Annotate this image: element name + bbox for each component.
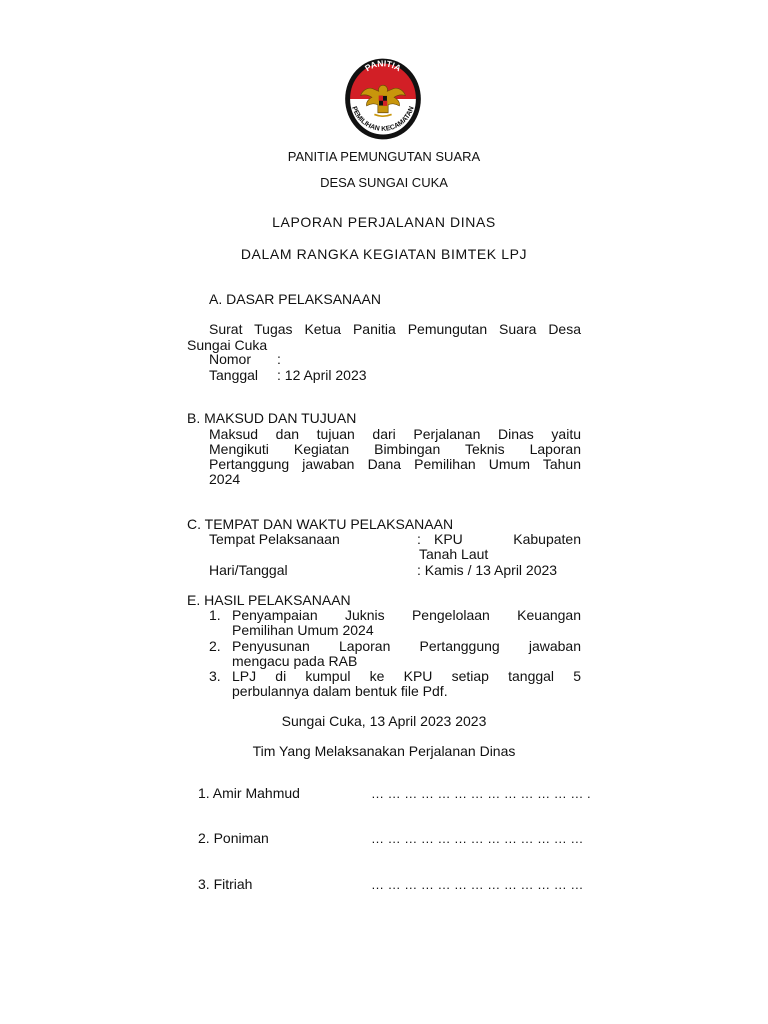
org-name-line1: PANITIA PEMUNGUTAN SUARA: [287, 149, 481, 164]
section-b-line2: Mengikuti Kegiatan Bimbingan Teknis Laporan: [209, 441, 581, 457]
tempat-value-line2: Tanah Laut: [419, 546, 489, 562]
signatory-3-name: 3. Fitriah: [198, 876, 253, 892]
section-b-line3: Pertanggung jawaban Dana Pemilihan Umum Tahun: [209, 456, 581, 472]
section-a-heading: A. DASAR PELAKSANAAN: [209, 291, 381, 307]
result-item-2-number: 2.: [209, 638, 221, 654]
place-and-date: Sungai Cuka, 13 April 2023 2023: [281, 713, 487, 729]
tempat-label: Tempat Pelaksanaan: [209, 531, 340, 547]
result-item-3-line1: LPJ di kumpul ke KPU setiap tanggal 5: [232, 668, 581, 684]
section-a-text-line2: Sungai Cuka: [187, 337, 268, 353]
section-b-line1: Maksud dan tujuan dari Perjalanan Dinas yaitu: [209, 426, 581, 442]
tanggal-label: Tanggal: [209, 367, 259, 383]
section-a-text-line1: Surat Tugas Ketua Panitia Pemungutan Suara Desa: [209, 321, 581, 337]
nomor-value: :: [277, 351, 281, 367]
signature-line-1: … … … … … … … … … … … … … .: [371, 786, 591, 801]
report-title: LAPORAN PERJALANAN DINAS: [272, 214, 496, 230]
ppk-logo-emblem: [340, 56, 426, 142]
section-e-heading: E. HASIL PELAKSANAAN: [187, 592, 351, 608]
signature-line-3: … … … … … … … … … … … … …: [371, 877, 584, 892]
signatory-1-name: 1. Amir Mahmud: [198, 785, 300, 801]
signature-line-2: … … … … … … … … … … … … …: [371, 831, 584, 846]
nomor-label: Nomor: [209, 351, 252, 367]
result-item-1-line1: Penyampaian Juknis Pengelolaan Keuangan: [232, 607, 581, 623]
hari-tanggal-label: Hari/Tanggal: [209, 562, 288, 578]
org-name-line2: DESA SUNGAI CUKA: [320, 175, 448, 190]
section-c-heading: C. TEMPAT DAN WAKTU PELAKSANAAN: [187, 516, 454, 532]
team-title: Tim Yang Melaksanakan Perjalanan Dinas: [252, 743, 516, 759]
tempat-value-line1: KPU Kabupaten: [434, 531, 581, 547]
result-item-2-line2: mengacu pada RAB: [232, 653, 358, 669]
section-b-heading: B. MAKSUD DAN TUJUAN: [187, 410, 357, 426]
logo-top-text: PANITIA: [362, 58, 403, 74]
result-item-1-number: 1.: [209, 607, 221, 623]
tanggal-value: : 12 April 2023: [277, 367, 367, 383]
hari-tanggal-value: : Kamis / 13 April 2023: [417, 562, 558, 578]
result-item-3-number: 3.: [209, 668, 221, 684]
logo-bottom-text: PEMILIHAN KECAMATAN: [350, 105, 416, 133]
result-item-1-line2: Pemilihan Umum 2024: [232, 622, 374, 638]
section-b-line4: 2024: [209, 471, 241, 487]
report-subtitle: DALAM RANGKA KEGIATAN BIMTEK LPJ: [240, 246, 528, 262]
result-item-2-line1: Penyusunan Laporan Pertanggung jawaban: [232, 638, 581, 654]
result-item-3-line2: perbulannya dalam bentuk file Pdf.: [232, 683, 448, 699]
tempat-colon: :: [417, 531, 421, 547]
signatory-2-name: 2. Poniman: [198, 830, 269, 846]
